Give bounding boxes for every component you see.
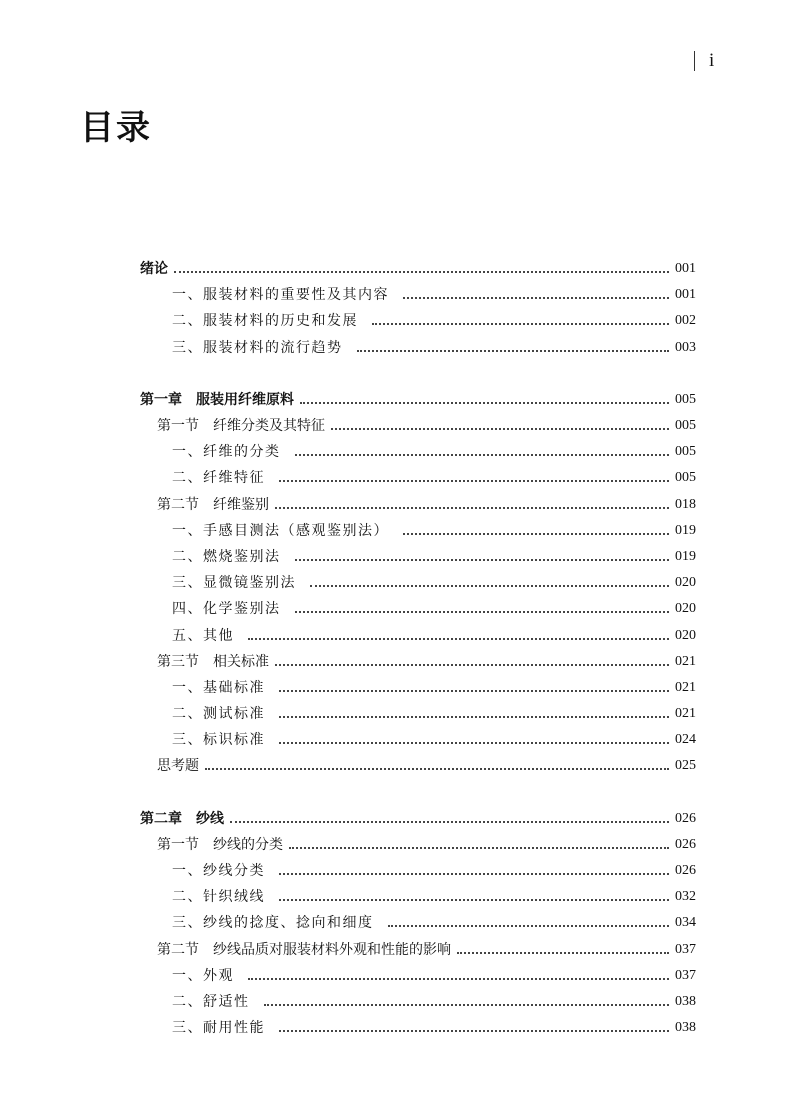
toc-entry-title: 一、纱线分类 <box>172 863 265 880</box>
toc-entry-title: 二、燃烧鉴别法 <box>172 548 281 565</box>
toc-entry-page: 024 <box>675 732 696 748</box>
dot-leader <box>457 952 669 954</box>
toc-entry-page: 021 <box>675 706 696 722</box>
toc-entry-page: 001 <box>675 261 696 277</box>
toc-entry-page: 003 <box>675 339 696 355</box>
toc-entry-title: 五、其他 <box>172 627 234 644</box>
toc-entry-title: 一、手感目测法（感观鉴别法） <box>172 522 389 539</box>
toc-entry-title: 第二节 纤维鉴别 <box>157 496 269 513</box>
dot-leader <box>275 507 669 509</box>
page-number: i <box>709 50 715 71</box>
toc-entry-title: 四、化学鉴别法 <box>172 601 281 618</box>
toc-entry-title: 第一节 纤维分类及其特征 <box>157 418 325 435</box>
toc-entry-item[interactable] <box>140 675 696 701</box>
toc-entry-item[interactable] <box>140 570 696 596</box>
toc-entry-misc[interactable] <box>140 753 696 779</box>
toc-entry-chapter[interactable] <box>140 256 696 282</box>
toc-entry-page: 019 <box>675 522 696 538</box>
dot-leader <box>230 821 669 823</box>
toc-entry-title: 三、纱线的捻度、捻向和细度 <box>172 915 374 932</box>
toc-entry-item[interactable] <box>140 465 696 491</box>
toc-entry-chapter[interactable] <box>140 806 696 832</box>
table-of-contents <box>140 256 696 1041</box>
folio-divider <box>694 51 695 71</box>
dot-leader <box>248 638 669 640</box>
toc-entry-title: 一、服装材料的重要性及其内容 <box>172 287 389 304</box>
dot-leader <box>279 1030 669 1032</box>
toc-entry-title: 三、耐用性能 <box>172 1020 265 1037</box>
toc-entry-title: 二、纤维特征 <box>172 470 265 487</box>
dot-leader <box>388 925 670 927</box>
toc-entry-page: 025 <box>675 758 696 774</box>
dot-leader <box>295 611 670 613</box>
toc-entry-chapter[interactable] <box>140 387 696 413</box>
toc-entry-page: 020 <box>675 601 696 617</box>
dot-leader <box>248 978 669 980</box>
toc-entry-title: 一、纤维的分类 <box>172 444 281 461</box>
dot-leader <box>279 690 669 692</box>
page-title: 目录 <box>80 108 152 148</box>
toc-entry-title: 第三节 相关标准 <box>157 653 269 670</box>
toc-entry-title: 二、针织绒线 <box>172 889 265 906</box>
toc-entry-page: 019 <box>675 548 696 564</box>
toc-entry-page: 018 <box>675 496 696 512</box>
toc-entry-item[interactable] <box>140 858 696 884</box>
toc-entry-page: 026 <box>675 810 696 826</box>
dot-leader <box>275 664 669 666</box>
toc-entry-item[interactable] <box>140 544 696 570</box>
dot-leader <box>279 716 669 718</box>
toc-entry-page: 005 <box>675 470 696 486</box>
toc-entry-item[interactable] <box>140 701 696 727</box>
toc-entry-title: 三、显微镜鉴别法 <box>172 575 296 592</box>
toc-entry-title: 三、标识标准 <box>172 732 265 749</box>
dot-leader <box>310 585 669 587</box>
toc-entry-page: 001 <box>675 287 696 303</box>
dot-leader <box>372 323 669 325</box>
dot-leader <box>279 899 669 901</box>
toc-entry-item[interactable] <box>140 727 696 753</box>
toc-entry-item[interactable] <box>140 282 696 308</box>
toc-entry-title: 二、服装材料的历史和发展 <box>172 313 358 330</box>
dot-leader <box>331 428 669 430</box>
toc-entry-item[interactable] <box>140 884 696 910</box>
toc-entry-title: 一、外观 <box>172 967 234 984</box>
toc-entry-page: 032 <box>675 889 696 905</box>
toc-entry-title: 绪论 <box>140 261 168 278</box>
toc-entry-item[interactable] <box>140 518 696 544</box>
dot-leader <box>403 297 669 299</box>
toc-entry-section[interactable] <box>140 649 696 675</box>
toc-entry-page: 037 <box>675 941 696 957</box>
dot-leader <box>295 559 670 561</box>
dot-leader <box>279 873 669 875</box>
dot-leader <box>300 402 669 404</box>
dot-leader <box>205 768 669 770</box>
toc-entry-page: 037 <box>675 967 696 983</box>
toc-entry-section[interactable] <box>140 832 696 858</box>
toc-entry-item[interactable] <box>140 989 696 1015</box>
toc-entry-page: 005 <box>675 444 696 460</box>
dot-leader <box>289 847 669 849</box>
toc-entry-page: 005 <box>675 391 696 407</box>
toc-entry-page: 005 <box>675 418 696 434</box>
toc-entry-section[interactable] <box>140 413 696 439</box>
dot-leader <box>279 480 669 482</box>
dot-leader <box>295 454 670 456</box>
toc-entry-page: 021 <box>675 679 696 695</box>
toc-entry-page: 034 <box>675 915 696 931</box>
toc-entry-section[interactable] <box>140 492 696 518</box>
toc-entry-title: 一、基础标准 <box>172 679 265 696</box>
toc-entry-title: 第一章 服装用纤维原料 <box>140 391 294 408</box>
toc-entry-title: 第二节 纱线品质对服装材料外观和性能的影响 <box>157 941 451 958</box>
toc-entry-item[interactable] <box>140 596 696 622</box>
group-spacer <box>140 361 696 387</box>
dot-leader <box>403 533 669 535</box>
toc-entry-page: 002 <box>675 313 696 329</box>
toc-entry-page: 026 <box>675 836 696 852</box>
toc-entry-title: 第二章 纱线 <box>140 810 224 827</box>
toc-entry-title: 第一节 纱线的分类 <box>157 836 283 853</box>
toc-entry-page: 026 <box>675 863 696 879</box>
dot-leader <box>264 1004 670 1006</box>
toc-entry-page: 038 <box>675 1020 696 1036</box>
toc-entry-item[interactable] <box>140 439 696 465</box>
toc-entry-page: 020 <box>675 575 696 591</box>
dot-leader <box>279 742 669 744</box>
toc-entry-title: 二、舒适性 <box>172 993 250 1010</box>
toc-entry-page: 038 <box>675 993 696 1009</box>
toc-entry-page: 020 <box>675 627 696 643</box>
toc-entry-page: 021 <box>675 653 696 669</box>
toc-entry-title: 三、服装材料的流行趋势 <box>172 339 343 356</box>
toc-entry-title: 二、测试标准 <box>172 706 265 723</box>
toc-entry-item[interactable] <box>140 1015 696 1041</box>
group-spacer <box>140 780 696 806</box>
dot-leader <box>174 271 669 273</box>
toc-entry-item[interactable] <box>140 622 696 648</box>
toc-entry-item[interactable] <box>140 910 696 936</box>
dot-leader <box>357 350 670 352</box>
toc-entry-title: 思考题 <box>157 758 199 775</box>
page-folio <box>694 50 714 72</box>
toc-entry-section[interactable] <box>140 937 696 963</box>
toc-entry-item[interactable] <box>140 308 696 334</box>
toc-entry-item[interactable] <box>140 335 696 361</box>
toc-entry-item[interactable] <box>140 963 696 989</box>
